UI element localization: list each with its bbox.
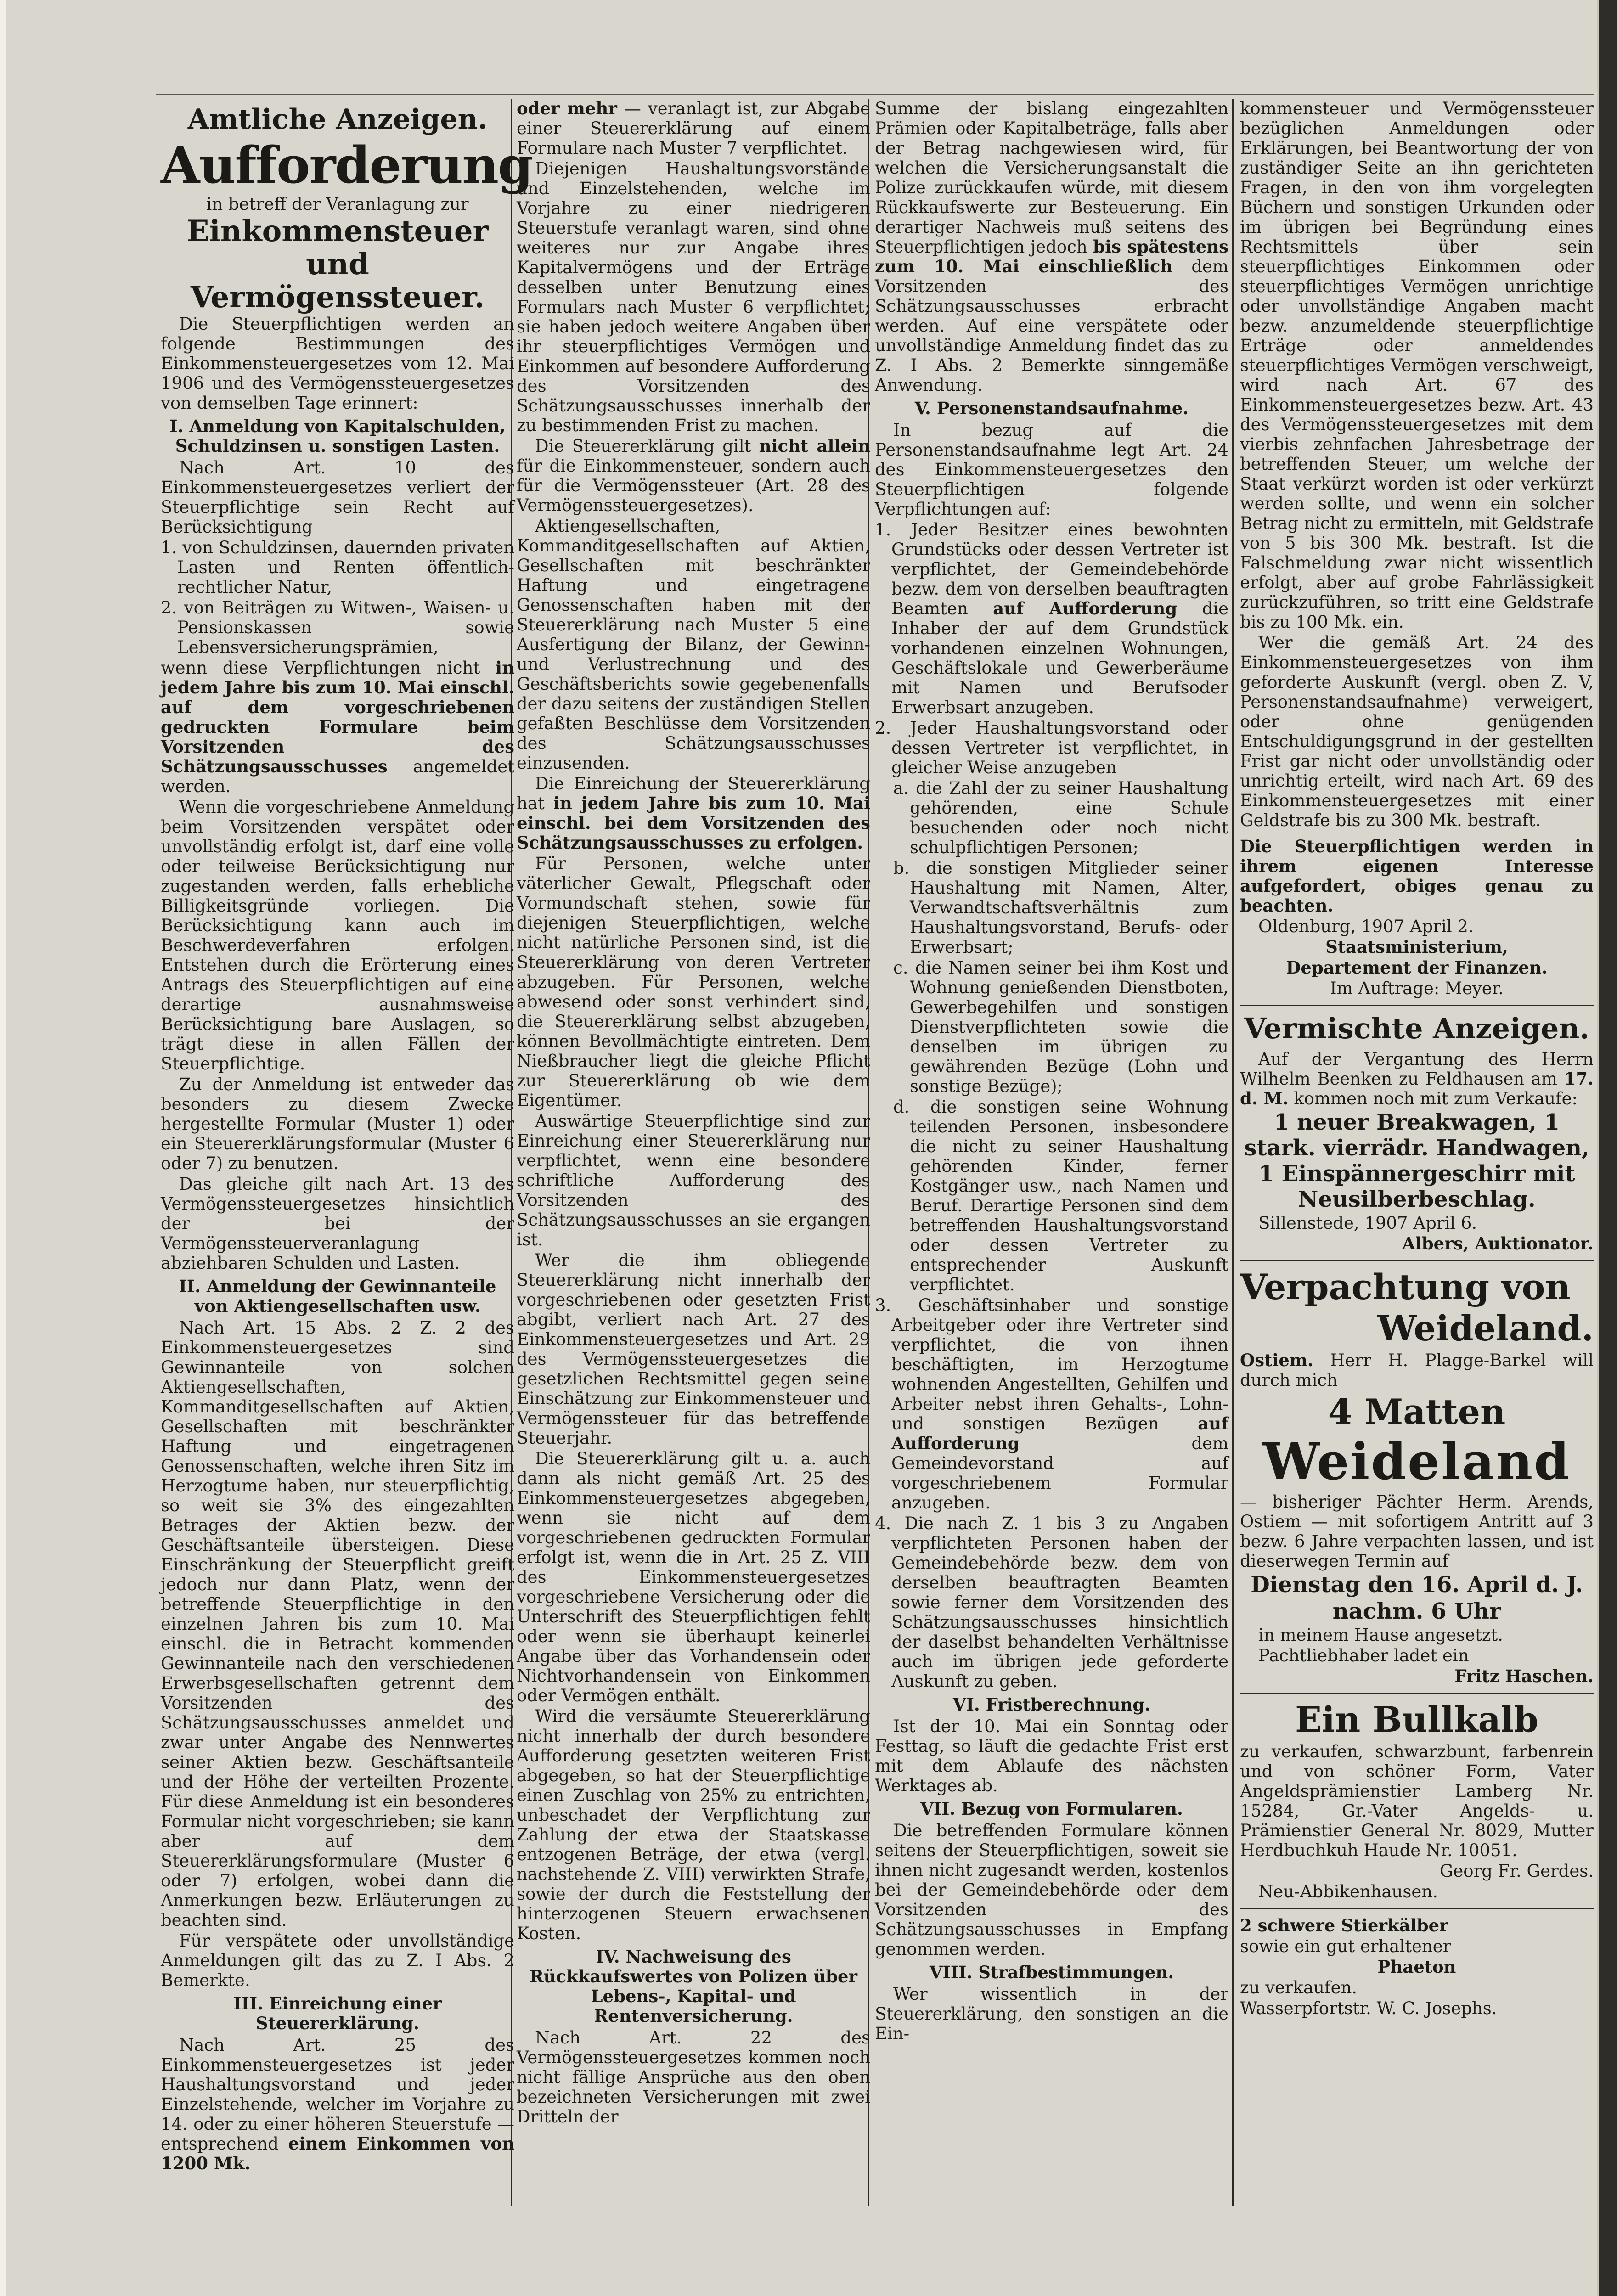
signature: Georg Fr. Gerdes. <box>1439 1861 1594 1881</box>
section-title: VIII. Strafbestimmungen. <box>929 1962 1174 1982</box>
paragraph: Für verspätete oder unvollständige Anmeldungen gilt das zu Z. I Abs. 2 Bemerkte. <box>161 1931 514 1990</box>
page-gutter <box>1599 0 1617 2296</box>
emphasis: 2 schwere Stierkälber <box>1240 1915 1448 1936</box>
ministry <box>1240 937 1594 957</box>
paragraph: Wird die versäumte Steuererklärung nicht innerhalb der durch besondere Aufforderung gesetzten weiteren Frist abgegeben, so hat der Steuerpflichtige einen Zuschlag von 25% zu entrichten, unbeschadet der Verpflichtung zur Zahlung der etwa der Staatskasse entzogenen Beträge, der etwa (vergl. nachstehende Z. VIII) verwirkten Strafe, sowie der durch die Feststellung der hinterzogenen Steuern erwachsenen Kosten. <box>517 1706 870 1943</box>
dateline: Sillenstede, 1907 April 6. <box>1258 1213 1477 1233</box>
paragraph <box>161 2035 514 2173</box>
notice-subject: Einkommensteuer und <box>186 214 489 281</box>
list-item <box>875 1295 1228 1513</box>
paragraph: zu verkaufen, schwarzbunt, farbenrein und von schöner Form, Vater Angeldsprämienstier Lamberg Nr. 15284, Gr.-Vater Angelds- u. Prämienstier General Nr. 8029, Mutter Herdbuchkuh Haude Nr. 10051. <box>1240 1742 1594 1860</box>
dateline: Oldenburg, 1907 April 2. <box>1258 917 1474 936</box>
text: 1. Jeder Besitzer eines bewohnten Grundstücks oder dessen Vertreter ist verpflichtet, der Gemeindebehörde bezw. dem von derselben beauftragten Beamten <box>875 520 1228 619</box>
emphasis: Ostiem. <box>1240 1350 1313 1370</box>
emphasis: bis spätestens zum 10. Mai einschließlich <box>875 236 1228 276</box>
column-3 <box>875 99 1228 2044</box>
paragraph: Die Steuerpflichtigen werden an folgende Bestimmungen des Einkommensteuergesetzes vom 12. Mai 1906 und des Vermögenssteuergesetzes von demselben Tage erinnert: <box>161 314 514 413</box>
emphasis: nicht allein <box>759 436 870 456</box>
paragraph <box>1240 1351 1594 1390</box>
section-title: VII. Bezug von Formularen. <box>920 1799 1183 1819</box>
paragraph: Diejenigen Haushaltungsvorstände und Einzelstehenden, welche im Vorjahre zu einer niedrigeren Steuerstufe veranlagt waren, sind ohne weiteres nur zur Angabe ihres Kapitalvermögens und der Erträge desselben unter Benutzung eines Formulars nach Muster 6 verpflichtet; sie haben jedoch weitere Angaben über ihr steuerpflichtiges Vermögen und Einkommen auf besondere Aufforderung des Vorsitzenden des Schätzungsausschusses innerhalb der zu bestimmenden Frist zu machen. <box>517 159 870 435</box>
page-edge <box>0 0 6 2296</box>
emphasis: einem Einkommen von 1200 Mk. <box>161 2133 515 2173</box>
auction-date: Dienstag den 16. April d. J. <box>1251 1572 1583 1598</box>
section-title: V. Personenstandsaufnahme. <box>914 398 1189 418</box>
column-rule <box>1232 99 1234 2206</box>
list-item: 1. von Schuldzinsen, dauernden privaten Lasten und Renten öffentlich-rechtlicher Natur, <box>161 538 514 597</box>
paragraph: Wer die ihm obliegende Steuererklärung nicht innerhalb der vorgeschriebenen oder gesetzten Frist abgibt, verliert nach Art. 27 des Einkommensteuergesetzes und Art. 29 des Vermögenssteuergesetzes die gesetzlichen Rechtsmittel gegen seine Einschätzung zur Einkommensteuer und Vermögenssteuer für das betreffende Steuerjahr. <box>517 1250 870 1448</box>
paragraph: Die Steuererklärung gilt u. a. auch dann als nicht gemäß Art. 25 des Einkommensteuergesetzes abgegeben, wenn sie nicht auf dem vorgeschriebenen gedruckten Formular erfolgt ist, wenn die in Art. 25 Z. VIII des Einkommensteuergesetzes vorgeschriebene Versicherung oder die Unterschrift des Steuerpflichtigen fehlt oder wenn sie überhaupt keinerlei Angabe über das Vorhandensein oder Nichtvorhandensein von Einkommen oder Vermögen enthält. <box>517 1449 870 1705</box>
signature <box>1240 1234 1594 1254</box>
paragraph: Nach Art. 15 Abs. 2 Z. 2 des Einkommensteuergesetzes sind Gewinnanteile von solchen Aktiengesellschaften, Kommanditgesellschaften auf Aktien, Gesellschaften mit beschränkter Haftung und eingetragenen Genossenschaften, welche ihren Sitz im Herzogtume haben, nur steuerpflichtig, so weit sie 3% des eingezahlten Betrages der Aktien bezw. der Geschäftsanteile übersteigen. Diese Einschränkung der Steuerpflicht greift jedoch nur dann Platz, wenn der betreffende Steuerpflichtige in den einzelnen Jahren bis zum 10. Mai einschl. die in Betracht kommenden Gewinnanteile nach den verschiedenen Erwerbsgesellschaften getrennt dem Vorsitzenden des Schätzungsausschusses anmeldet und zwar unter Angabe des Nennwertes seiner Aktien bezw. Geschäftsanteile und der Höhe der verteilten Prozente. Für diese Anmeldung ist ein besonderes Formular nicht vorgeschrieben; sie kann aber auf dem Steuererklärungsformulare (Muster 6 oder 7) erfolgen, wobei dann die Anmerkungen bezw. Erläuterungen zu beachten sind. <box>161 1318 514 1930</box>
emphasis: in jedem Jahre bis zum 10. Mai einschl. bei dem Vorsitzenden des Schätzungsausschusses zu erfolgen. <box>517 793 871 853</box>
notice-title: Aufforderung <box>161 135 533 195</box>
ad-title: Verpachtung von <box>1240 1266 1571 1307</box>
notice-subtitle: in betreff der Veranlagung zur <box>206 194 469 214</box>
text: Herr H. Plagge-Barkel will durch mich <box>1240 1351 1594 1390</box>
closing-notice <box>1240 837 1594 916</box>
section-title: II. Anmeldung der Gewinnanteile von Aktiengesellschaften usw. <box>179 1276 496 1316</box>
emphasis: Departement der Finanzen. <box>1286 957 1548 978</box>
ads-header: Vermischte Anzeigen. <box>1244 1012 1589 1045</box>
section-title: IV. Nachweisung des Rückkaufswertes von Polizen über Lebens-, Kapital- und Rentenversicherung. <box>529 1947 858 2026</box>
divider <box>1240 1908 1594 1909</box>
emphasis: 17. d. M. <box>1240 1069 1594 1109</box>
divider <box>1240 1005 1594 1006</box>
section-title: VI. Fristberechnung. <box>952 1694 1151 1715</box>
list-item: 2. von Beiträgen zu Witwen-, Waisen- u. Pensionskassen sowie Lebensversicherungsprämien, <box>161 598 514 657</box>
text: für die Einkommensteuer, sondern auch für die Vermögenssteuer (Art. 28 des Vermögenssteuergesetzes). <box>517 456 870 515</box>
ad-headline <box>1240 1916 1594 1936</box>
paragraph: In bezug auf die Personenstandsaufnahme legt Art. 24 des Einkommensteuergesetzes den Steuerpflichtigen folgende Verpflichtungen auf: <box>875 420 1228 519</box>
paragraph: Aktiengesellschaften, Kommanditgesellschaften auf Aktien, Gesellschaften mit beschränkter Haftung und eingetragene Genossenschaften haben mit der Steuererklärung nach Muster 5 eine Ausfertigung der Bilanz, der Gewinn- und Verlustrechnung und des Geschäftsberichts sowie gegebenenfalls der dazu seitens der zuständigen Stellen gefaßten Beschlüsse dem Vorsitzenden des Schätzungsausschusses einzusenden. <box>517 516 870 773</box>
emphasis: Fritz Haschen. <box>1454 1666 1594 1686</box>
section-header: Amtliche Anzeigen. <box>187 103 488 135</box>
paragraph: zu verkaufen. <box>1240 1978 1358 1998</box>
paragraph: kommensteuer und Vermögenssteuer bezüglichen Anmeldungen oder Erklärungen, bei Beantwortung der von zuständiger Seite an ihn gerichteten Fragen, in den von ihm vorgelegten Büchern und sonstigen Urkunden oder im übrigen bei Begründung eines Rechtsmittels über sein steuerpflichtiges Einkommen oder steuerpflichtiges Vermögen unrichtige oder unvollständige Angaben macht bezw. anzumeldende steuerpflichtige Erträge oder anmeldendes steuerpflichtiges Vermögen verschweigt, wird nach Art. 67 des Einkommensteuergesetzes bezw. Art. 43 des Vermögenssteuergesetzes mit dem vierbis zehnfachen Jahresbetrage der betreffenden Steuer, um welche der Staat verkürzt worden ist oder verkürzt werden sollte, und wenn ein solcher Betrag nicht zu ermitteln, mit Geldstrafe von 5 bis 300 Mk. bestraft. Ist die Falschmeldung zwar nicht wissentlich erfolgt, aber auf grobe Fahrlässigkeit zurückzuführen, so tritt eine Geldstrafe bis zu 100 Mk. ein. <box>1240 99 1594 632</box>
paragraph: Wer die gemäß Art. 24 des Einkommensteuergesetzes von ihm geforderte Auskunft (vergl. oben Z. V, Personenstandsaufnahme) verweigert, oder ohne genügenden Entschuldigungsgrund in der gestellten Frist gar nicht oder unvollständig oder unrichtig erteilt, wird nach Art. 69 des Einkommensteuergesetzes mit einer Geldstrafe bis zu 300 Mk. bestraft. <box>1240 633 1594 830</box>
paragraph: Das gleiche gilt nach Art. 13 des Vermögenssteuergesetzes hinsichtlich der bei der Vermögenssteuerveranlagung abziehbaren Schulden und Lasten. <box>161 1174 514 1273</box>
ad-title: Weideland. <box>1377 1308 1594 1349</box>
list-item: 4. Die nach Z. 1 bis 3 zu Angaben verpflichteten Personen haben der Gemeindebehörde bezw. dem von derselben beauftragten Beamten sowie ferner dem Vorsitzenden des Schätzungsausschusses hinsichtlich der daselbst behandelten Verhältnisse auch im übrigen jede geforderte Auskunft zu geben. <box>875 1514 1228 1691</box>
paragraph: Für Personen, welche unter väterlicher Gewalt, Pflegschaft oder Vormundschaft stehen, sowie für diejenigen Steuerpflichtigen, welche nicht natürliche Personen sind, ist die Steuererklärung von deren Vertreter abzugeben. Für Personen, welche abwesend oder sonst verhindert sind, die Steuererklärung selbst abzugeben, können Bevollmächtigte eintreten. Dem Nießbraucher liegt die gleiche Pflicht zur Steuererklärung ob wie dem Eigentümer. <box>517 854 870 1110</box>
text: Nach Art. 25 des Einkommensteuergesetzes ist jeder Haushaltungsvorstand und jeder Einzelstehende, welcher im Vorjahre zu 14. oder zu einer höheren Steuerstufe — entsprechend <box>161 2035 514 2154</box>
ad-title: Ein Bullkalb <box>1295 1699 1538 1740</box>
signature <box>1240 1666 1594 1686</box>
paragraph <box>517 774 870 853</box>
emphasis: Phaeton <box>1377 1957 1456 1977</box>
signature: Wasserpfortstr. W. C. Josephs. <box>1240 1998 1497 2018</box>
text: dem Gemeindevorstand auf vorgeschriebenem Formular anzugeben. <box>891 1434 1228 1513</box>
text: — veranlagt ist, zur Abgabe einer Steuererklärung auf einem Formulare nach Muster 7 verpflichtet. <box>517 99 870 158</box>
paragraph <box>1240 1049 1594 1109</box>
paragraph <box>517 436 870 515</box>
section-title: I. Anmeldung von Kapitalschulden, Schuldzinsen u. sonstigen Lasten. <box>169 416 506 456</box>
list-item <box>875 520 1228 717</box>
paragraph: Nach Art. 22 des Vermögenssteuergesetzes kommen noch nicht fällige Ansprüche aus den oben bezeichneten Versicherungen mit zwei Dritteln der <box>517 2028 870 2127</box>
emphasis: in jedem Jahre bis zum 10. Mai einschl. auf dem vorgeschriebenen gedruckten Formulare beim Vorsitzenden des Schätzungsausschusses <box>161 658 514 777</box>
column-2 <box>517 99 870 2127</box>
ad-headline: Weideland <box>1262 1432 1571 1491</box>
notice-subject: Vermögenssteuer. <box>190 280 485 315</box>
emphasis: auf Aufforderung <box>891 1413 1229 1453</box>
list-subitem: c. die Namen seiner bei ihm Kost und Wohnung genießenden Dienstboten, Gewerbegehilfen und sonstigen Dienstverpflichteten sowie die denselben im übrigen zu gewährenden Bezüge (Lohn und sonstige Bezüge); <box>893 958 1228 1096</box>
section-title: III. Einreichung einer Steuererklärung. <box>233 1993 442 2033</box>
ad-headline: 4 Matten <box>1328 1391 1506 1432</box>
paragraph: Zu der Anmeldung ist entweder das besonders zu diesem Zwecke hergestellte Formular (Muster 1) oder ein Steuererklärungsformular (Muster 6 oder 7) zu benutzen. <box>161 1075 514 1173</box>
divider <box>1240 1693 1594 1694</box>
text: Auf der Vergantung des Herrn Wilhelm Beenken zu Feldhausen am <box>1240 1049 1594 1089</box>
list-item: 2. Jeder Haushaltungsvorstand oder dessen Vertreter ist verpflichtet, in gleicher Weise anzugeben <box>875 718 1228 777</box>
text: Summe der bislang eingezahlten Prämien oder Kapitalbeträge, falls aber der Betrag nachgewiesen wird, für welchen die Versicherungsanstalt die Polize zurückkaufen würde, mit diesem Rückkaufswerte zur Besteuerung. Ein derartiger Nachweis muß seitens des Steuerpflichtigen jedoch <box>875 99 1228 257</box>
paragraph: Wenn die vorgeschriebene Anmeldung beim Vorsitzenden verspätet oder unvollständig erfolgt ist, darf eine volle oder teilweise Berücksichtigung nur zugestanden werden, falls erhebliche Billigkeitsgründe vorliegen. Die Berücksichtigung kann auch im Beschwerdeverfahren erfolgen. Entstehen durch die Erörterung eines Antrags des Steuerpflichtigen auf eine derartige ausnahmsweise Berücksichtigung bare Auslagen, so trägt diese in allen Fällen der Steuerpflichtige. <box>161 797 514 1074</box>
place: Neu-Abbikenhausen. <box>1258 1882 1438 1902</box>
text: wenn diese Verpflichtungen nicht <box>161 658 480 678</box>
column-4 <box>1240 99 1594 2019</box>
paragraph: — bisheriger Pächter Herm. Arends, Ostiem — mit sofortigem Antritt auf 3 bezw. 6 Jahre verpachten lassen, und ist dieserwegen Termin auf <box>1240 1492 1594 1571</box>
paragraph: Die betreffenden Formulare können seitens der Steuerpflichtigen, soweit sie ihnen nicht zugesandt werden, kostenlos bei der Gemeindebehörde oder dem Vorsitzenden des Schätzungsausschusses in Empfang genommen werden. <box>875 1821 1228 1959</box>
text: angemeldet werden. <box>161 757 514 796</box>
ad-headline <box>1240 1957 1594 1977</box>
list-subitem: a. die Zahl der zu seiner Haushaltung gehörenden, eine Schule besuchenden oder noch nicht schulpflichtigen Personen; <box>893 778 1228 857</box>
paragraph: Nach Art. 10 des Einkommensteuergesetzes verliert der Steuerpflichtige sein Recht auf Berücksichtigung <box>161 458 514 537</box>
list-subitem: b. die sonstigen Mitglieder seiner Haushaltung mit Namen, Alter, Verwandtschaftsverhältnis zum Haushaltungsvorstand, Berufs- oder Erwerbsart; <box>893 858 1228 957</box>
emphasis: Staatsministerium, <box>1325 937 1508 957</box>
text: Die Einreichung der Steuererklärung hat <box>517 774 870 813</box>
text: dem Vorsitzenden des Schätzungsausschusses erbracht werden. Auf eine verspätete oder unvollständige Anmeldung findet das zu Z. I Abs. 2 Bemerkte sinngemäße Anwendung. <box>875 257 1228 395</box>
text: die Inhaber der auf dem Grundstück vorhandenen einzelnen Wohnungen, Geschäftslokale und Gewerberäume mit Namen und Berufsoder Erwerbsart anzugeben. <box>891 599 1229 717</box>
paragraph: Pachtliebhaber ladet ein <box>1258 1646 1469 1666</box>
signature: Im Auftrage: Meyer. <box>1330 979 1504 998</box>
paragraph: in meinem Hause angesetzt. <box>1258 1625 1503 1645</box>
sale-items: 1 neuer Breakwagen, 1 stark. vierrädr. Handwagen, 1 Einspännergeschirr mit Neusilberbeschlag. <box>1244 1109 1589 1212</box>
paragraph: Wer wissentlich in der Steuererklärung, den sonstigen an die Ein- <box>875 1984 1228 2043</box>
emphasis: Albers, Auktionator. <box>1402 1233 1594 1254</box>
text: 3. Geschäftsinhaber und sonstige Arbeitgeber oder ihre Vertreter sind verpflichtet, die von ihnen beschäftigten, im Herzogtume wohnenden Angestellten, Gehilfen und Arbeiter nebst ihren Gehalts-, Lohn- und sonstigen Bezügen <box>875 1295 1228 1434</box>
list-subitem: d. die sonstigen seine Wohnung teilenden Personen, insbesondere die nicht zu seiner Haushaltung gehörenden Kinder, ferner Kostgänger usw., nach Namen und Beruf. Derartige Personen sind dem betreffenden Haushaltungsvorstand oder dessen Vertreter zu entsprechender Auskunft verpflichtet. <box>893 1097 1228 1294</box>
paragraph <box>875 99 1228 395</box>
auction-time: nachm. 6 Uhr <box>1332 1598 1501 1624</box>
paragraph <box>517 99 870 158</box>
text: Die Steuererklärung gilt <box>535 436 751 456</box>
paragraph: Auswärtige Steuerpflichtige sind zur Einreichung einer Steuererklärung nur verpflichtet, wenn eine besondere schriftliche Aufforderung des Vorsitzenden des Schätzungsausschusses an sie ergangen ist. <box>517 1111 870 1249</box>
emphasis: Die Steuerpflichtigen werden in ihrem eigenen Interesse aufgefordert, obiges genau zu beachten. <box>1240 836 1594 916</box>
emphasis: oder mehr <box>517 98 617 118</box>
paragraph: sowie ein gut erhaltener <box>1240 1936 1451 1956</box>
ministry <box>1240 958 1594 978</box>
paragraph: Ist der 10. Mai ein Sonntag oder Festtag, so läuft die gedachte Frist erst mit dem Ablaufe des nächsten Werktages ab. <box>875 1716 1228 1795</box>
column-1 <box>161 99 533 2174</box>
divider <box>1240 1260 1594 1261</box>
emphasis: auf Aufforderung <box>993 598 1178 619</box>
paragraph <box>161 658 514 796</box>
top-rule <box>156 94 1594 95</box>
text: kommen noch mit zum Verkaufe: <box>1294 1089 1578 1109</box>
